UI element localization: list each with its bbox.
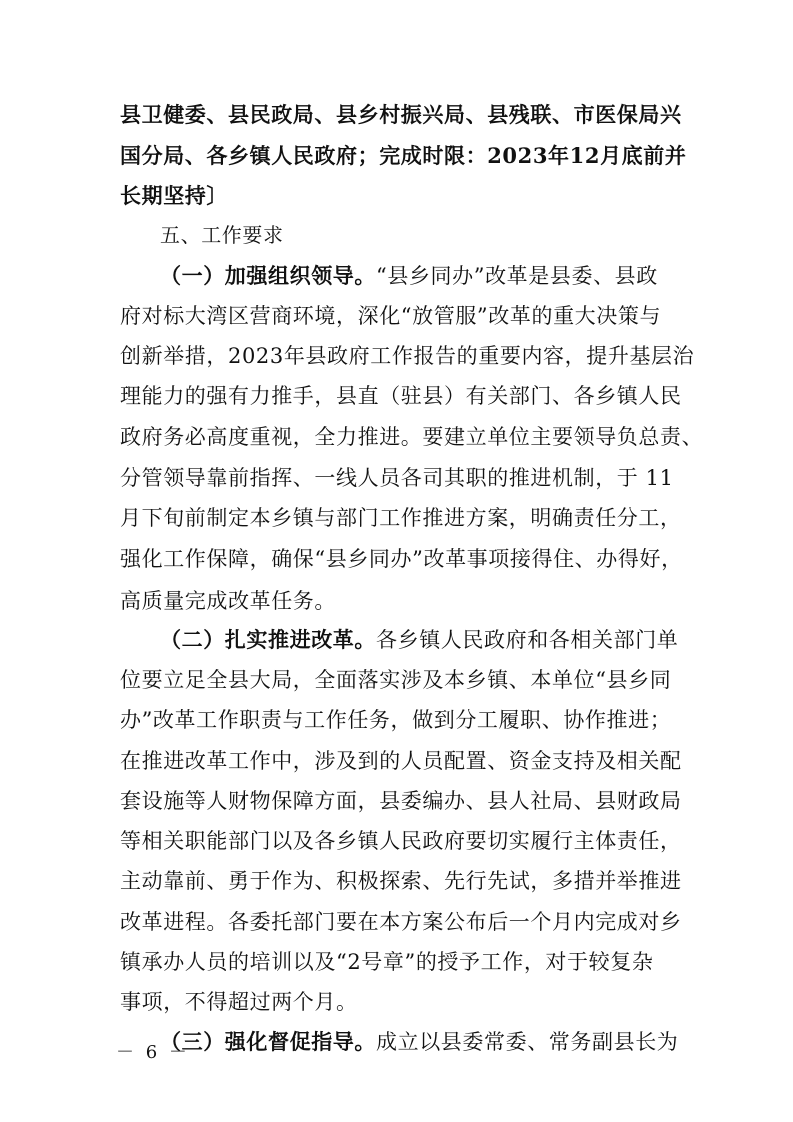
text-line bbox=[120, 417, 793, 457]
text-line bbox=[120, 95, 793, 135]
text-line bbox=[120, 861, 793, 901]
text-line bbox=[120, 136, 793, 176]
text-line bbox=[160, 620, 793, 660]
text-line bbox=[120, 498, 793, 538]
text-line bbox=[120, 581, 793, 621]
text-run: 高质量完成改革任务。 bbox=[120, 589, 336, 613]
text-run: 改革进程。各委托部门要在本方案公布后一个月内完成对乡 bbox=[120, 910, 682, 934]
text-run: 镇承办人员的培训以及“2号章”的授予工作，对于较复杂 bbox=[120, 950, 654, 974]
text-line bbox=[120, 660, 793, 700]
text-run: 月下旬前制定本乡镇与部门工作推进方案，明确责任分工， bbox=[120, 506, 682, 530]
page-number: － 6 － bbox=[116, 1042, 190, 1063]
text-line bbox=[120, 336, 793, 376]
text-run: 套设施等人财物保障方面，县委编办、县人社局、县财政局 bbox=[120, 789, 682, 813]
text-line bbox=[120, 902, 793, 942]
text-run: 等相关职能部门以及各乡镇人民政府要切实履行主体责任， bbox=[120, 829, 682, 853]
text-line bbox=[120, 376, 793, 416]
text-run: 在推进改革工作中，涉及到的人员配置、资金支持及相关配 bbox=[120, 749, 682, 773]
bold-run: （一）加强组织领导。 bbox=[160, 263, 376, 288]
text-line bbox=[160, 256, 793, 296]
text-line bbox=[160, 1022, 793, 1062]
text-run: 分管领导靠前指挥、一线人员各司其职的推进机制，于 11 bbox=[120, 466, 674, 490]
text-line bbox=[120, 741, 793, 781]
text-run: 各乡镇人民政府和各相关部门单 bbox=[376, 628, 679, 652]
text-line bbox=[120, 458, 793, 498]
text-line bbox=[120, 982, 793, 1022]
text-run: 事项，不得超过两个月。 bbox=[120, 990, 358, 1014]
text-line bbox=[120, 296, 793, 336]
text-line bbox=[120, 700, 793, 740]
text-run: 强化工作保障，确保“县乡同办”改革事项接得住、办得好， bbox=[120, 547, 683, 571]
text-run: 府对标大湾区营商环境，深化“放管服”改革的重大决策与 bbox=[120, 304, 662, 328]
text-line bbox=[120, 539, 793, 579]
text-run: 主动靠前、勇于作为、积极探索、先行先试，多措并举推进 bbox=[120, 869, 682, 893]
text-line bbox=[120, 781, 793, 821]
text-line bbox=[120, 176, 793, 216]
text-run: 理能力的强有力推手，县直（驻县）有关部门、各乡镇人民 bbox=[120, 384, 682, 408]
bold-run: 县卫健委、县民政局、县乡村振兴局、县残联、市医保局兴 bbox=[120, 102, 682, 127]
text-run: 政府务必高度重视，全力推进。要建立单位主要领导负总责、 bbox=[120, 425, 704, 449]
bold-run: 国分局、各乡镇人民政府；完成时限：2023年12月底前并 bbox=[120, 143, 687, 168]
text-run: “县乡同办”改革是县委、县政 bbox=[376, 264, 658, 288]
text-run: 创新举措，2023年县政府工作报告的重要内容，提升基层治 bbox=[120, 344, 695, 368]
text-line bbox=[120, 942, 793, 982]
bold-run: （二）扎实推进改革。 bbox=[160, 627, 376, 652]
text-line bbox=[120, 821, 793, 861]
text-run: 办”改革工作职责与工作任务，做到分工履职、协作推进； bbox=[120, 708, 672, 732]
bold-run: （三）强化督促指导。 bbox=[160, 1029, 376, 1054]
section-heading: 五、工作要求 bbox=[160, 223, 284, 247]
bold-run: 长期坚持〕 bbox=[120, 183, 228, 208]
text-run: 成立以县委常委、常务副县长为 bbox=[376, 1030, 679, 1054]
text-line bbox=[160, 215, 793, 255]
text-run: 位要立足全县大局，全面落实涉及本乡镇、本单位“县乡同 bbox=[120, 668, 672, 692]
